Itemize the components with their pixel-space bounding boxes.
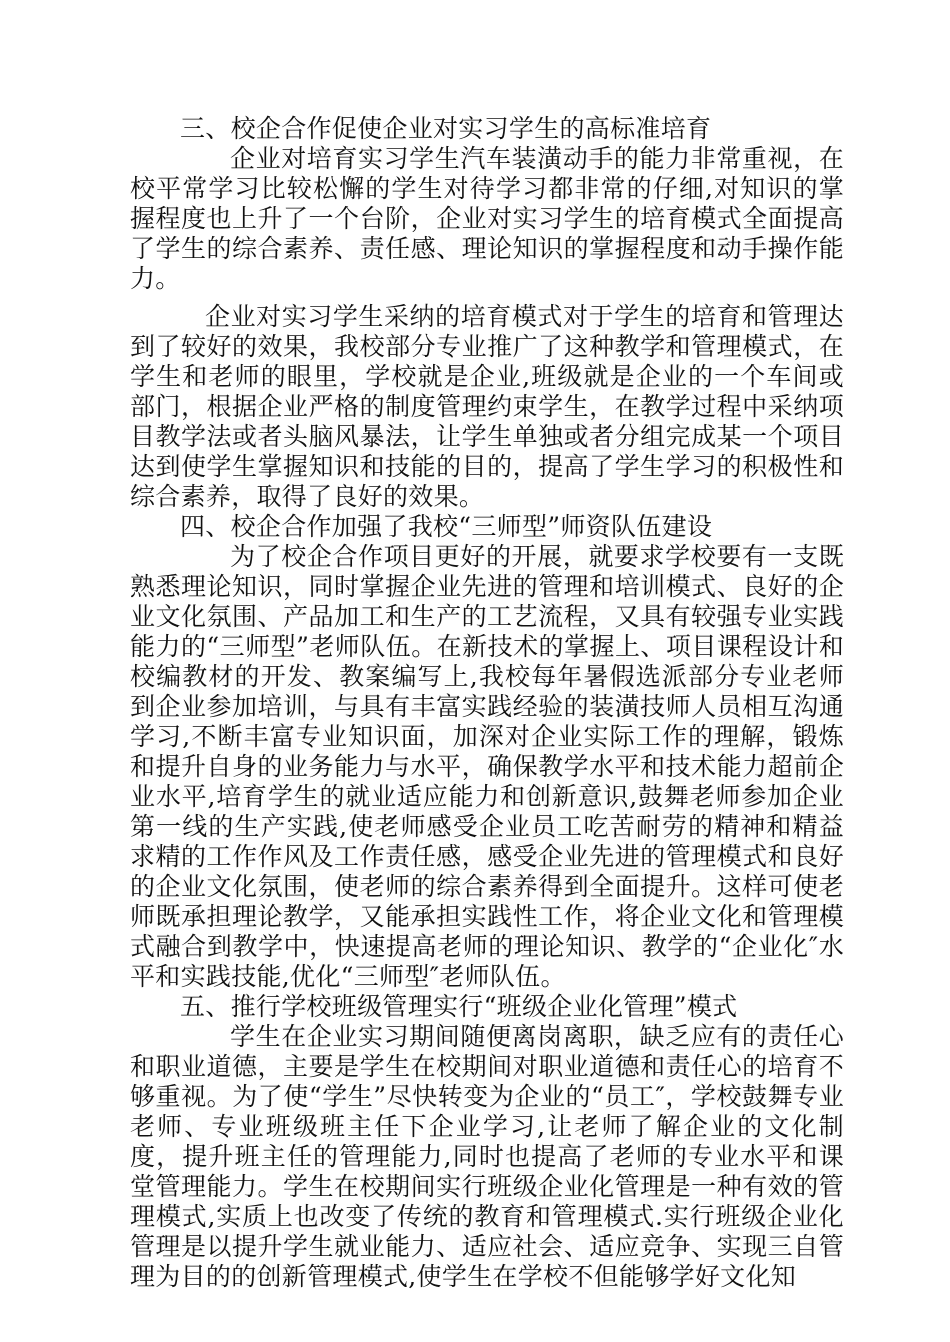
- paragraph: 企业对培育实习学生汽车装潢动手的能力非常重视，在校平常学习比较松懈的学生对待学习都非常的仔细,对知识的掌握程度也上升了一个台阶，企业对实习学生的培育模式全面提高了学生的综合素养、责任感、理论知识的掌握程度和动手操作能力。: [130, 144, 844, 293]
- paragraph: 企业对实习学生采纳的培育模式对于学生的培育和管理达到了较好的效果，我校部分专业推广了这种教学和管理模式，在学生和老师的眼里，学校就是企业,班级就是企业的一个车间或部门，根据企业严格的制度管理约束学生，在教学过程中采纳项目教学法或者头脑风暴法，让学生单独或者分组完成某一个项目达到使学生掌握知识和技能的目的，提高了学生学习的积极性和综合素养，取得了良好的效果。: [130, 302, 844, 511]
- section-heading-5: 五、推行学校班级管理实行“班级企业化管理”模式: [180, 992, 738, 1021]
- section-heading-3: 三、校企合作促使企业对实习学生的高标准培育: [180, 114, 712, 143]
- paragraph: 为了校企合作项目更好的开展，就要求学校要有一支既熟悉理论知识，同时掌握企业先进的管理和培训模式、良好的企业文化氛围、产品加工和生产的工艺流程，又具有较强专业实践能力的“三师型”老师队伍。在新技术的掌握上、项目课程设计和校编教材的开发、教案编写上,我校每年暑假选派部分专业老师到企业参加培训，与具有丰富实践经验的装潢技师人员相互沟通学习,不断丰富专业知识面，加深对企业实际工作的理解，锻炼和提升自身的业务能力与水平，确保教学水平和技术能力超前企业水平,培育学生的就业适应能力和创新意识,鼓舞老师参加企业第一线的生产实践,使老师感受企业员工吃苦耐劳的精神和精益求精的工作作风及工作责任感，感受企业先进的管理模式和良好的企业文化氛围，使老师的综合素养得到全面提升。这样可使老师既承担理论教学，又能承担实践性工作，将企业文化和管理模式融合到教学中，快速提高老师的理论知识、教学的“企业化″水平和实践技能,优化“三师型″老师队伍。: [130, 542, 844, 991]
- section-heading-4: 四、校企合作加强了我校“三师型”师资队伍建设: [180, 512, 713, 541]
- document-body: [130, 114, 844, 1292]
- paragraph: 学生在企业实习期间随便离岗离职，缺乏应有的责任心和职业道德，主要是学生在校期间对职业道德和责任心的培育不够重视。为了使“学生”尽快转变为企业的“员工″，学校鼓舞专业老师、专业班级班主任下企业学习,让老师了解企业的文化制度，提升班主任的管理能力,同时也提高了老师的专业水平和课堂管理能力。学生在校期间实行班级企业化管理是一种有效的管理模式,实质上也改变了传统的教育和管理模式.实行班级企业化管理是以提升学生就业能力、适应社会、适应竞争、实现三自管理为目的的创新管理模式,使学生在学校不但能够学好文化知: [130, 1022, 844, 1291]
